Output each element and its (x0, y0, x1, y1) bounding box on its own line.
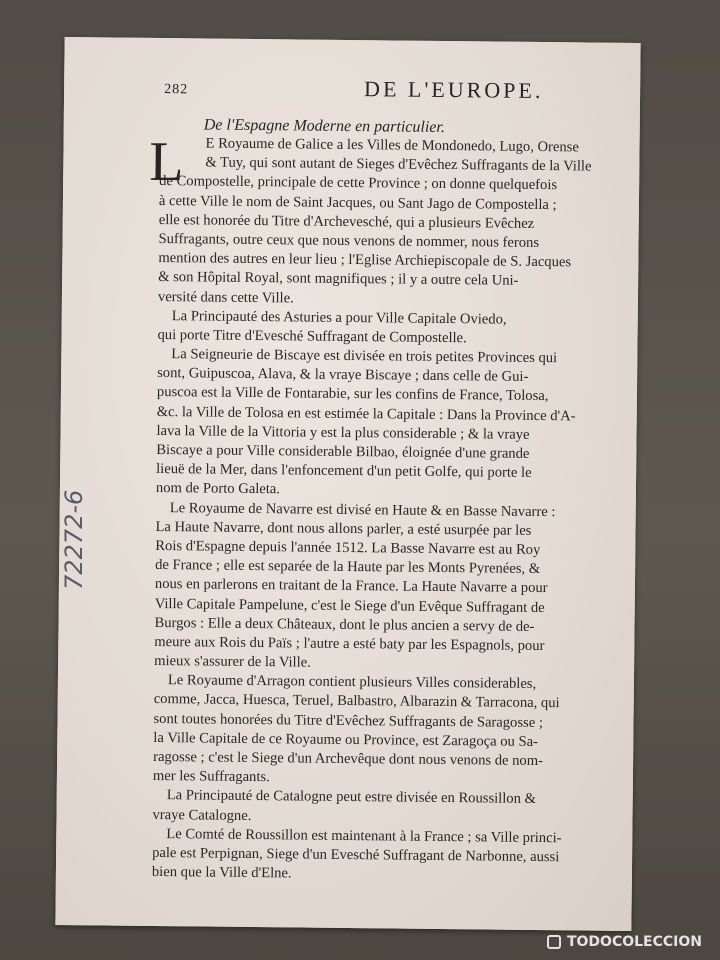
text-line: & Tuy, qui sont autant de Sieges d'Evêchez Suffragants de la Ville (205, 154, 592, 175)
watermark (547, 934, 702, 950)
text-line: à cette Ville le nom de Saint Jacques, ou Sant Jago de Compostella ; (158, 192, 557, 213)
text-line: Le Royaume de Navarre est divisé en Haute & en Basse Navarre : (169, 499, 556, 520)
text-line: Le Royaume d'Arragon contient plusieurs Villes considerables, (167, 672, 537, 693)
text-line: sont toutes honorées du Titre d'Evêchez Suffragants de Saragosse ; (153, 710, 544, 731)
text-line: lieuë de la Mer, dans l'enfoncement d'un petit Golfe, qui porte le (156, 461, 532, 482)
paragraph-roussillon (152, 825, 683, 888)
text-line: Ville Capitale Pampelune, c'est le Siege d'un Evêque Suffragant de (154, 595, 545, 616)
text-line: Le Comté de Roussillon est maintenant à la France ; sa Ville princi- (166, 825, 562, 847)
watermark-logo-icon (547, 935, 561, 949)
text-line: comme, Jacca, Huesca, Teruel, Balbastro, Albarazin & Tarracona, qui (153, 691, 560, 712)
text-line: nom de Porto Galeta. (155, 480, 281, 498)
text-line: Rois d'Espagne depuis l'année 1512. La Basse Navarre est au Roy (155, 537, 541, 558)
watermark-text: TODOCOLECCION (566, 934, 702, 950)
text-line: nous en parlerons en traitant de la France. La Haute Navarre a pour (154, 576, 548, 597)
text-line: la Ville Capitale de ce Royaume ou Province, est Zaragoça ou Sa- (153, 729, 539, 750)
paragraph-catalogne (152, 786, 682, 830)
text-line: sont, Guipuscoa, Alava, & la vraye Biscaye ; dans celle de Gui- (157, 365, 529, 386)
text-line: mieux s'assurer de la Ville. (154, 653, 311, 671)
body-text (149, 130, 690, 888)
text-line: &c. la Ville de Tolosa en est estimée la Capitale : Dans la Province d'A- (156, 403, 576, 425)
running-title: DE L'EUROPE. (364, 76, 544, 104)
text-line: La Principauté des Asturies a pour Ville Capitale Oviedo, (171, 307, 507, 328)
text-line: de France ; elle est separée de la Haute par les Monts Pyrenées, & (155, 557, 541, 578)
text-line: Biscaye a pour Ville considerable Bilbao, éloignée d'une grande (156, 441, 530, 462)
text-line: La Haute Navarre, dont nous allons parler, a esté usurpée par les (155, 518, 532, 539)
text-line: meure aux Rois du Païs ; l'autre a esté baty par les Espagnols, pour (154, 633, 545, 654)
text-line: ragosse ; c'est le Siege d'un Archevêque dont nous venons de nom- (153, 748, 544, 770)
text-line: elle est honorée du Titre d'Archevesché, qui a plusieurs Evêchez (158, 211, 535, 232)
text-line: bien que la Ville d'Elne. (151, 864, 292, 882)
text-line: puscoa est la Ville de Fontarabie, sur les confins de France, Tolosa, (156, 384, 549, 405)
page-number: 282 (164, 82, 189, 98)
drop-cap: L (149, 130, 184, 194)
text-line: La Seigneurie de Biscaye est divisée en trois petites Provinces qui (171, 346, 558, 367)
page-header (164, 74, 610, 105)
text-line: mer les Suffragants. (152, 768, 270, 786)
text-line: de Compostelle, principale de cette Province ; on donne quelquefois (159, 173, 558, 194)
text-line: vraye Catalogne. (152, 806, 252, 824)
text-line: lava la Ville de la Vittoria y est la plus considerable ; & la vraye (156, 422, 530, 443)
margin-annotation (60, 470, 100, 620)
text-line: La Principauté de Catalogne peut estre divisée en Roussillon & (166, 787, 537, 808)
text-line: qui porte Titre d'Evesché Suffragant de Compostelle. (157, 326, 467, 347)
document-page (55, 37, 640, 931)
handwritten-reference: 72272-6 (60, 489, 88, 590)
text-line: Burgos : Elle a deux Châteaux, dont le plus ancien a servy de de- (154, 614, 535, 635)
text-line: Suffragants, outre ceux que nous venons de nommer, nous ferons (158, 230, 540, 251)
text-line: mention des autres en leur lieu ; l'Eglise Archiepiscopale de S. Jacques (158, 250, 572, 271)
paragraph-galice (149, 130, 690, 312)
paragraph-biscaye (156, 345, 688, 504)
text-line: versité dans cette Ville. (157, 288, 294, 306)
text-line: E Royaume de Galice a les Villes de Mondonedo, Lugo, Orense (205, 135, 579, 156)
paragraph-navarre (154, 499, 686, 677)
paragraph-arragon (153, 671, 684, 792)
text-line: & son Hôpital Royal, sont magnifiques ; il y a outre cela Uni- (158, 269, 519, 290)
text-line: pale est Perpignan, Siege d'un Evesché Suffragant de Narbonne, aussi (152, 844, 560, 866)
paragraph-asturies (157, 307, 687, 351)
section-title: De l'Espagne Moderne en particulier. (203, 116, 445, 136)
